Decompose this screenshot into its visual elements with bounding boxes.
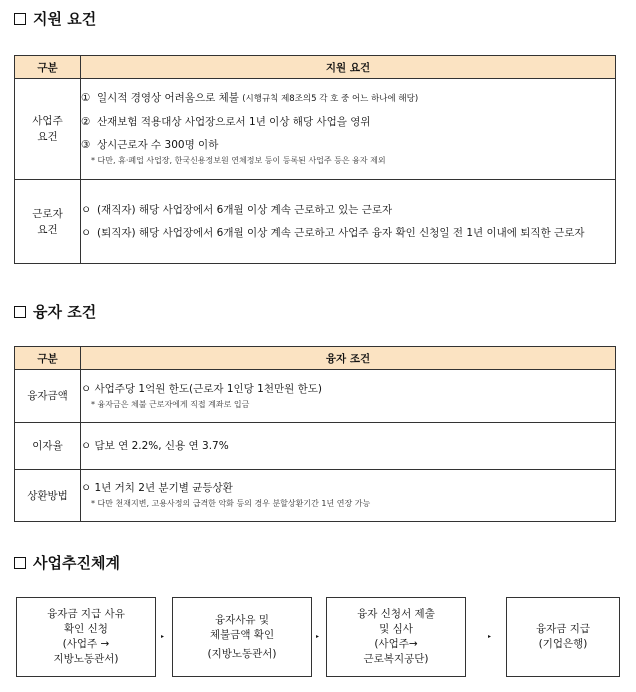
item-text: (퇴직자) 해당 사업장에서 6개월 이상 계속 근로하고 사업주 융자 확인 신청일 전 1년 이내에 퇴직한 근로자 [97,226,585,239]
list-item [81,90,615,108]
category-interest-rate: 이자율 [15,423,81,470]
header-category: 구분 [15,347,81,370]
condition-note: * 다만 천재지변, 고용사정의 급격한 악화 등의 경우 분할상환기간 1년 연장 가능 [91,499,371,508]
list-item [81,114,615,131]
item-number: ① [81,92,91,104]
loan-title-text: 융자 조건 [33,303,97,321]
support-section-title [14,8,96,29]
exclusion-note: * 다만, 휴·폐업 사업장, 한국신용정보원 연체정보 등이 등록된 사업주 등은 융자 제외 [91,156,386,165]
item-detail: (시행규칙 제8조의5 각 호 중 어느 하나에 해당) [242,94,419,104]
category-employer: 사업주 요건 [32,115,63,143]
support-requirements-table [14,55,616,264]
process-title-text: 사업추진체계 [33,554,120,572]
list-item [81,225,615,242]
category-worker: 근로자 요건 [32,207,63,236]
item-text: 산재보험 적용대상 사업장으로서 1년 이상 해당 사업을 영위 [97,116,371,128]
step-line: 융자금 지급 [535,623,591,635]
row-category [15,180,81,264]
checkbox-square-icon [14,13,26,25]
item-text: 일시적 경영상 어려움으로 체불 (시행규칙 제8조의5 각 호 중 어느 하나에 해당) [97,92,419,104]
process-flow [16,597,620,677]
category-repayment: 상환방법 [15,470,81,522]
step-line: 지방노동관서) [53,653,119,665]
condition-text: ㅇ 1년 거치 2년 분기별 균등상환 [81,482,233,494]
step-line: 융자 신청서 제출 [357,608,435,620]
item-number: ③ [81,139,91,151]
row-category [15,79,81,180]
step-line: 융자사유 및 [214,613,270,626]
item-text: (재직자) 해당 사업장에서 6개월 이상 계속 근로하고 있는 근로자 [97,203,393,216]
list-item [81,137,615,154]
bullet-mark: ㅇ [81,203,92,216]
step-line: 융자금 지급 사유 [47,608,125,620]
arrow-right-icon: ▸ [161,633,165,640]
step-line: (사업주 → [62,638,110,650]
step-line: 체불금액 확인 [209,628,275,641]
row-content [81,79,616,180]
flow-step-1 [16,597,156,677]
loan-conditions-table [14,346,616,522]
table-row [15,370,616,423]
condition-note: * 융자금은 체불 근로자에게 직접 계좌로 입금 [91,399,250,409]
checkbox-square-icon [14,557,26,569]
category-loan-amount: 융자금액 [15,370,81,423]
step-line: 근로복지공단) [363,653,429,665]
row-content [81,470,616,522]
bullet-mark: ㅇ [81,226,92,239]
table-row [15,470,616,522]
step-line: (기업은행) [538,638,588,650]
condition-text: ㅇ 사업주당 1억원 한도(근로자 1인당 1천만원 한도) [81,382,322,395]
flow-step-2 [172,597,312,677]
item-number: ② [81,116,91,128]
flow-step-3 [326,597,466,677]
step-line: (사업주→ [374,638,418,650]
table-header-row [15,347,616,370]
arrow-right-icon: ▸ [316,633,320,640]
process-section-title [14,552,120,573]
loan-section-title [14,301,96,322]
header-category: 구분 [15,56,81,79]
flow-step-4 [506,597,620,677]
table-row [15,180,616,264]
table-row [15,423,616,470]
row-content [81,370,616,423]
step-line: 및 심사 [379,623,413,635]
table-row [15,79,616,180]
checkbox-square-icon [14,306,26,318]
arrow-right-icon: ▸ [488,633,492,640]
condition-text: ㅇ 담보 연 2.2%, 신용 연 3.7% [81,439,229,452]
header-requirements: 지원 요건 [81,56,616,79]
step-line: 확인 신청 [64,623,108,635]
step-line: (지방노동관서) [207,647,277,660]
support-title-text: 지원 요건 [33,10,97,28]
row-content [81,180,616,264]
header-conditions: 융자 조건 [81,347,616,370]
item-text: 상시근로자 수 300명 이하 [97,139,219,151]
row-content [81,423,616,470]
table-header-row [15,56,616,79]
list-item [81,202,615,219]
